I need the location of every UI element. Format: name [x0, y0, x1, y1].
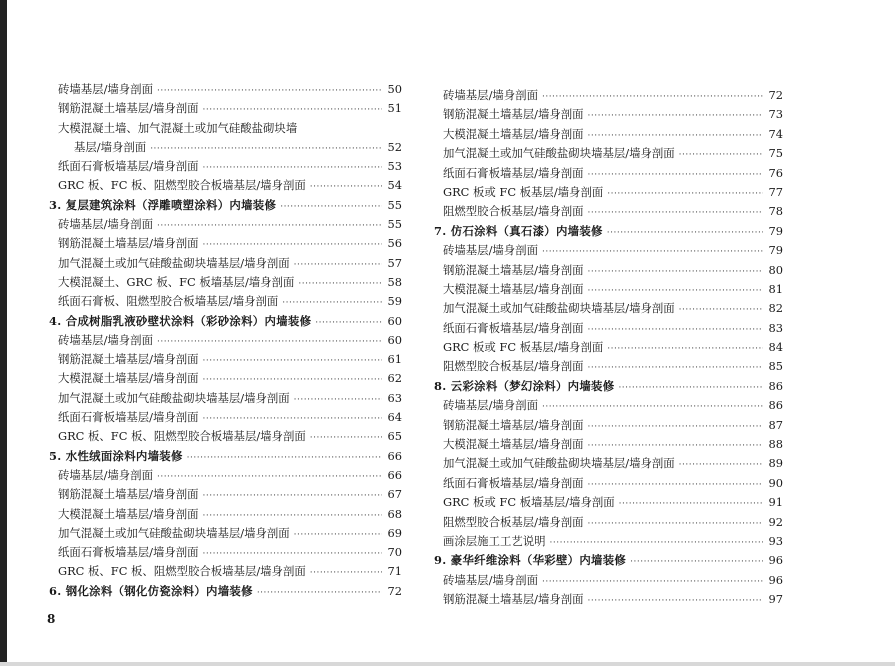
toc-entry-title: GRC 板或 FC 板基层/墙身剖面	[443, 184, 604, 199]
toc-entry-page-number: 66	[387, 448, 402, 463]
toc-entry-page-number: 70	[387, 545, 402, 560]
toc-entry	[44, 99, 402, 118]
toc-entry-title: 画涂层施工工艺说明	[443, 533, 546, 548]
toc-entry	[44, 543, 402, 562]
toc-entry	[429, 299, 783, 318]
toc-entry-title: 5. 水性绒面涂料内墙装修	[49, 448, 183, 463]
toc-entry	[429, 125, 783, 144]
toc-entry-title: 钢筋混凝土墙基层/墙身剖面	[443, 592, 584, 607]
dot-leader	[679, 456, 763, 475]
toc-section-heading	[44, 582, 402, 601]
page-bottom-edge	[0, 662, 895, 666]
toc-entry-page-number: 83	[768, 320, 783, 335]
dot-leader	[294, 526, 382, 545]
toc-section-heading	[429, 377, 783, 396]
dot-leader	[679, 301, 763, 320]
toc-entry-title: 砖墙基层/墙身剖面	[58, 467, 153, 482]
toc-entry	[429, 396, 783, 415]
dot-leader	[607, 224, 763, 243]
dot-leader	[588, 418, 763, 437]
toc-entry	[44, 350, 402, 369]
toc-entry	[429, 319, 783, 338]
toc-entry-page-number: 86	[768, 398, 783, 413]
dot-leader	[310, 178, 382, 197]
toc-entry-page-number: 63	[387, 390, 402, 405]
toc-entry-page-number: 87	[768, 417, 783, 432]
toc-entry	[44, 254, 402, 273]
toc-entry	[44, 234, 402, 253]
toc-section-heading	[429, 551, 783, 570]
toc-entry	[44, 292, 402, 311]
dot-leader	[257, 584, 382, 603]
toc-entry	[429, 86, 783, 105]
toc-entry	[44, 331, 402, 350]
toc-entry	[44, 369, 402, 388]
toc-entry-title: 砖墙基层/墙身剖面	[443, 88, 538, 102]
toc-entry-title: 纸面石膏板墙基层/墙身剖面	[443, 165, 584, 180]
toc-entry-page-number: 90	[768, 475, 783, 490]
toc-entry-title: 砖墙基层/墙身剖面	[443, 572, 538, 587]
dot-leader	[618, 379, 763, 398]
toc-entry-title: 加气混凝土或加气硅酸盐砌块墙基层/墙身剖面	[58, 255, 290, 270]
toc-entry-title: 纸面石膏板、阻燃型胶合板墙基层/墙身剖面	[58, 294, 279, 309]
toc-entry-page-number: 89	[768, 456, 783, 471]
toc-entry-title: 加气混凝土或加气硅酸盐砌块墙基层/墙身剖面	[58, 525, 290, 540]
toc-entry-page-number: 57	[387, 255, 402, 270]
toc-entry	[429, 183, 783, 202]
toc-entry-title: 大模混凝土墙基层/墙身剖面	[443, 281, 584, 296]
toc-entry	[44, 408, 402, 427]
toc-entry	[429, 590, 783, 609]
toc-entry	[429, 435, 783, 454]
dot-leader	[607, 185, 763, 204]
toc-entry-page-number: 92	[768, 514, 783, 529]
toc-entry	[429, 280, 783, 299]
toc-entry	[429, 164, 783, 183]
toc-entry	[429, 454, 783, 473]
toc-entry-page-number: 72	[768, 88, 783, 102]
toc-entry-page-number: 64	[387, 410, 402, 425]
toc-entry	[429, 338, 783, 357]
toc-section-heading	[44, 312, 402, 331]
toc-entry-page-number: 80	[768, 262, 783, 277]
toc-entry-title: 6. 钢化涂料（钢化仿瓷涂料）内墙装修	[49, 583, 253, 598]
page-number: 8	[47, 612, 56, 626]
dot-leader	[187, 449, 382, 468]
toc-entry-title: 大模混凝土墙基层/墙身剖面	[58, 371, 199, 386]
toc-entry-title: 大模混凝土、GRC 板、FC 板墙基层/墙身剖面	[58, 274, 295, 289]
toc-entry-page-number: 73	[768, 107, 783, 122]
dot-leader	[607, 340, 763, 359]
toc-entry-title: 阻燃型胶合板基层/墙身剖面	[443, 359, 584, 374]
dot-leader	[588, 204, 763, 223]
toc-entry-page-number: 84	[768, 340, 783, 355]
toc-entry-page-number: 60	[387, 313, 402, 328]
toc-entry-title: 纸面石膏板墙基层/墙身剖面	[443, 320, 584, 335]
toc-entry-title: 大模混凝土墙基层/墙身剖面	[58, 506, 199, 521]
toc-entry-title: 砖墙基层/墙身剖面	[58, 332, 153, 347]
page-left-edge	[0, 0, 7, 666]
dot-leader	[310, 429, 382, 448]
toc-entry-title: 7. 仿石涂料（真石漆）内墙装修	[434, 223, 603, 238]
toc-entry-title: 3. 复层建筑涂料（浮雕喷塑涂料）内墙装修	[49, 197, 277, 212]
toc-entry	[429, 105, 783, 124]
toc-entry-page-number: 68	[387, 506, 402, 521]
toc-entry-title: GRC 板或 FC 板基层/墙身剖面	[443, 340, 604, 355]
dot-leader	[294, 391, 382, 410]
toc-entry-title: 纸面石膏板墙基层/墙身剖面	[443, 475, 584, 490]
toc-entry-title: 基层/墙身剖面	[74, 139, 147, 154]
toc-entry-title: GRC 板、FC 板、阻燃型胶合板墙基层/墙身剖面	[58, 429, 306, 444]
toc-entry-page-number: 56	[387, 236, 402, 251]
toc-entry	[429, 571, 783, 590]
toc-entry-title: 加气混凝土或加气硅酸盐砌块墙基层/墙身剖面	[443, 146, 675, 161]
toc-entry-page-number: 51	[387, 101, 402, 116]
toc-entry-page-number: 60	[387, 332, 402, 347]
toc-entry	[429, 261, 783, 280]
toc-entry-title: 4. 合成树脂乳液砂壁状涂料（彩砂涂料）内墙装修	[49, 313, 312, 328]
toc-entry-title: 纸面石膏板墙基层/墙身剖面	[58, 159, 199, 174]
dot-leader	[588, 321, 763, 340]
toc-entry-page-number: 76	[768, 165, 783, 180]
toc-entry	[44, 505, 402, 524]
toc-entry-page-number: 86	[768, 378, 783, 393]
toc-section-heading	[44, 447, 402, 466]
toc-entry-title: 钢筋混凝土墙基层/墙身剖面	[443, 262, 584, 277]
toc-entry-title: 阻燃型胶合板基层/墙身剖面	[443, 204, 584, 219]
toc-entry-page-number: 58	[387, 274, 402, 289]
toc-entry	[44, 427, 402, 446]
toc-entry-page-number: 96	[768, 572, 783, 587]
dot-leader	[588, 107, 763, 126]
toc-entry-page-number: 55	[387, 217, 402, 232]
toc-entry-page-number: 59	[387, 294, 402, 309]
toc-entry-page-number: 88	[768, 437, 783, 452]
toc-entry-page-number: 75	[768, 146, 783, 161]
toc-entry-page-number: 81	[768, 281, 783, 296]
toc-entry-title: GRC 板、FC 板、阻燃型胶合板墙基层/墙身剖面	[58, 564, 306, 579]
toc-entry-title: 钢筋混凝土墙基层/墙身剖面	[443, 417, 584, 432]
toc-entry-page-number: 65	[387, 429, 402, 444]
toc-entry-page-number: 67	[387, 487, 402, 502]
toc-entry	[429, 357, 783, 376]
toc-entry	[44, 485, 402, 504]
toc-entry-title: 9. 豪华纤维涂料（华彩壁）内墙装修	[434, 553, 627, 568]
dot-leader	[203, 487, 382, 506]
toc-entry-title: 阻燃型胶合板基层/墙身剖面	[443, 514, 584, 529]
toc-entry-page-number: 66	[387, 467, 402, 482]
toc-entry	[44, 466, 402, 485]
toc-entry-page-number: 54	[387, 178, 402, 193]
toc-entry	[44, 389, 402, 408]
toc-entry	[429, 241, 783, 260]
toc-entry	[429, 416, 783, 435]
toc-entry-title: 纸面石膏板墙基层/墙身剖面	[58, 410, 199, 425]
toc-right-column	[429, 86, 783, 610]
toc-section-heading	[429, 222, 783, 241]
toc-entry-page-number: 74	[768, 126, 783, 141]
toc-entry-title: 钢筋混凝土墙基层/墙身剖面	[58, 487, 199, 502]
toc-entry-title: 砖墙基层/墙身剖面	[443, 243, 538, 258]
toc-entry-title: 大模混凝土墙基层/墙身剖面	[443, 437, 584, 452]
dot-leader	[310, 564, 382, 583]
toc-entry-page-number: 55	[387, 197, 402, 212]
toc-entry-title: 钢筋混凝土墙基层/墙身剖面	[58, 236, 199, 251]
dot-leader	[679, 146, 763, 165]
toc-entry-title: GRC 板或 FC 板墙基层/墙身剖面	[443, 495, 615, 510]
toc-entry-page-number: 50	[387, 82, 402, 96]
toc-entry-page-number: 61	[387, 352, 402, 367]
toc-entry	[44, 138, 402, 157]
toc-left-column	[44, 80, 402, 601]
dot-leader	[280, 198, 382, 217]
toc-entry-page-number: 91	[768, 495, 783, 510]
toc-entry-page-number: 82	[768, 301, 783, 316]
dot-leader	[203, 352, 382, 371]
dot-leader	[315, 314, 382, 333]
toc-entry	[44, 524, 402, 543]
toc-entry	[429, 474, 783, 493]
dot-leader	[298, 275, 382, 294]
dot-leader	[619, 495, 763, 514]
dot-leader	[630, 553, 763, 572]
toc-entry-page-number: 69	[387, 525, 402, 540]
toc-entry	[429, 532, 783, 551]
toc-entry-page-number: 97	[768, 592, 783, 607]
toc-entry	[44, 215, 402, 234]
toc-entry	[44, 273, 402, 292]
toc-entry-title: 钢筋混凝土墙基层/墙身剖面	[58, 352, 199, 367]
toc-entry	[429, 513, 783, 532]
toc-entry-page-number: 78	[768, 204, 783, 219]
toc-entry	[429, 493, 783, 512]
toc-entry-title: 加气混凝土或加气硅酸盐砌块墙基层/墙身剖面	[443, 301, 675, 316]
dot-leader	[588, 263, 763, 282]
toc-entry-title: 加气混凝土或加气硅酸盐砌块墙基层/墙身剖面	[443, 456, 675, 471]
toc-entry	[429, 202, 783, 221]
toc-entry-page-number: 79	[768, 243, 783, 258]
toc-entry-title: 大模混凝土墙、加气混凝土或加气硅酸盐砌块墙	[58, 120, 298, 135]
toc-entry-title: 加气混凝土或加气硅酸盐砌块墙基层/墙身剖面	[58, 390, 290, 405]
toc-entry-page-number: 96	[768, 553, 783, 568]
toc-entry	[44, 80, 402, 99]
toc-entry-title: 钢筋混凝土墙基层/墙身剖面	[443, 107, 584, 122]
toc-entry-title: 钢筋混凝土墙基层/墙身剖面	[58, 101, 199, 116]
dot-leader	[294, 256, 382, 275]
toc-entry	[44, 157, 402, 176]
toc-entry-title: 8. 云彩涂料（梦幻涂料）内墙装修	[434, 378, 615, 393]
toc-entry-title: 砖墙基层/墙身剖面	[58, 82, 153, 96]
toc-entry-title: 砖墙基层/墙身剖面	[443, 398, 538, 413]
toc-entry	[44, 119, 402, 138]
dot-leader	[588, 515, 763, 534]
toc-entry	[44, 176, 402, 195]
toc-entry-title: GRC 板、FC 板、阻燃型胶合板墙基层/墙身剖面	[58, 178, 306, 193]
toc-entry-page-number: 62	[387, 371, 402, 386]
dot-leader	[588, 592, 763, 611]
toc-entry	[44, 562, 402, 581]
toc-entry-page-number: 71	[387, 564, 402, 579]
toc-entry-page-number: 79	[768, 223, 783, 238]
toc-entry-page-number: 52	[387, 139, 402, 154]
toc-entry-page-number: 72	[387, 583, 402, 598]
toc-entry-title: 大模混凝土墙基层/墙身剖面	[443, 126, 584, 141]
toc-entry-page-number: 53	[387, 159, 402, 174]
toc-entry-title: 砖墙基层/墙身剖面	[58, 217, 153, 232]
toc-entry	[429, 144, 783, 163]
toc-section-heading	[44, 196, 402, 215]
toc-entry-page-number: 85	[768, 359, 783, 374]
toc-entry-title: 纸面石膏板墙基层/墙身剖面	[58, 545, 199, 560]
toc-entry-page-number: 93	[768, 533, 783, 548]
toc-entry-page-number: 77	[768, 184, 783, 199]
dot-leader	[588, 166, 763, 185]
